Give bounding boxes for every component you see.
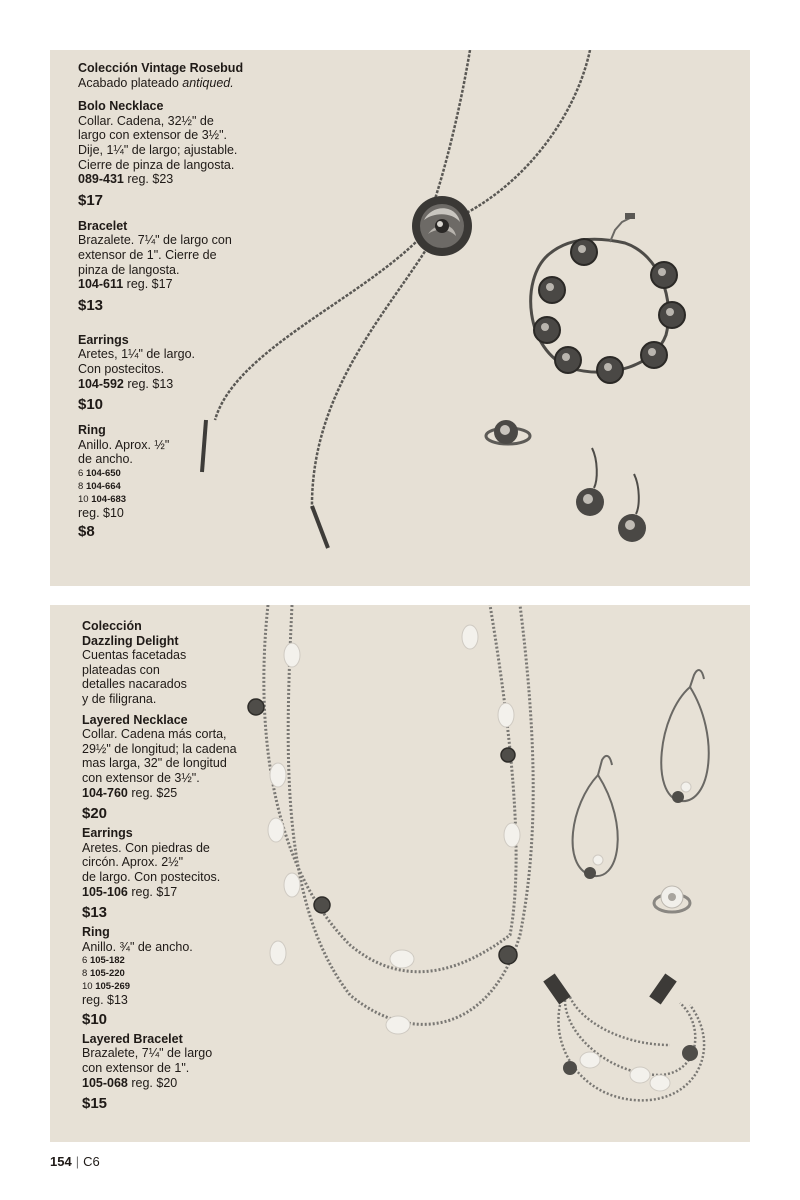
product-desc-line: Anillo. ¾" de ancho. [82, 939, 193, 954]
sale-price: $10 [78, 396, 104, 414]
regular-price: reg. $20 [131, 1075, 178, 1090]
regular-price: reg. $10 [78, 505, 124, 520]
ring-size-row: 8 105-220 [82, 968, 125, 980]
product-desc-line: circón. Aprox. 2½" [82, 855, 184, 870]
product-sku: 105-068 [82, 1075, 128, 1090]
ring-size-row: 10 105-269 [82, 981, 131, 993]
sale-price: $15 [82, 1095, 108, 1113]
product-name: Layered Bracelet [82, 1031, 183, 1046]
product-desc-line: Collar. Cadena más corta, [82, 727, 227, 742]
layered-bracelet [558, 997, 704, 1100]
hoop-earrings [573, 670, 709, 876]
product-name: Earrings [82, 826, 133, 841]
product-desc-line: de ancho. [78, 452, 133, 467]
ring-size-row: 8 104-664 [78, 480, 121, 492]
product-desc-line: Aretes, 1¼" de largo. [78, 347, 196, 362]
earrings-item [78, 333, 258, 414]
product-desc-line: con extensor de 1". [82, 1061, 190, 1076]
product-desc-line: Aretes. Con piedras de [82, 840, 210, 855]
rose-earrings [576, 448, 646, 542]
rose-ring [486, 420, 530, 444]
regular-price: reg. $25 [131, 785, 178, 800]
product-name: Earrings [78, 332, 129, 347]
page-number: 154 [50, 1154, 72, 1169]
collection-title: Colección Vintage Rosebud [78, 61, 244, 75]
collection-title: Dazzling Delight [82, 633, 179, 648]
product-desc-line: mas larga, 32" de longitud [82, 756, 227, 771]
product-desc-line: con extensor de 3½". [82, 770, 200, 785]
sale-price: $10 [82, 1010, 108, 1028]
collection-desc-line: y de filigrana. [82, 691, 157, 706]
product-desc-line: Brazalete. 7¼" de largo con [78, 233, 232, 248]
product-desc-line: largo con extensor de 3½". [78, 128, 227, 143]
layered-bracelet-item [82, 1032, 262, 1113]
sale-price: $13 [82, 904, 108, 922]
product-desc-line: pinza de langosta. [78, 262, 180, 277]
bracelet-item [78, 219, 258, 315]
section-code: C6 [83, 1154, 100, 1169]
ring-size-row: 6 104-650 [78, 467, 121, 479]
product-desc-line: 29½" de longitud; la cadena [82, 741, 237, 756]
ring-item [78, 423, 258, 541]
collection-desc-line: detalles nacarados [82, 677, 187, 692]
hoop-earrings-item [82, 826, 262, 922]
product-sku: 104-592 [78, 376, 124, 391]
bolo-necklace-item [78, 99, 258, 210]
dazzling-text [82, 619, 262, 1113]
product-desc-line: de largo. Con postecitos. [82, 869, 221, 884]
sale-price: $17 [78, 191, 104, 209]
folio-separator: | [75, 1154, 80, 1169]
product-sku: 104-760 [82, 785, 128, 800]
product-desc-line: Brazalete, 7¼" de largo [82, 1046, 213, 1061]
collection-desc-line: Cuentas facetadas [82, 648, 187, 663]
product-name: Ring [78, 423, 106, 438]
product-desc-line: Anillo. Aprox. ½" [78, 437, 170, 452]
product-desc-line: Collar. Cadena, 32½" de [78, 113, 214, 128]
collection-title: Colección [82, 619, 142, 633]
collection-subtitle-emphasis: antiqued. [182, 75, 234, 90]
rosebud-intro [78, 61, 258, 90]
page-folio [50, 1154, 100, 1169]
regular-price: reg. $17 [131, 884, 178, 899]
ring-size-row: 10 104-683 [78, 493, 127, 505]
flower-ring [654, 886, 690, 912]
collection-desc-line: plateadas con [82, 662, 160, 677]
product-desc-line: extensor de 1". Cierre de [78, 247, 217, 262]
product-name: Bolo Necklace [78, 99, 164, 114]
flower-ring-item [82, 925, 262, 1029]
rose-bracelet [531, 213, 685, 383]
product-name: Layered Necklace [82, 712, 188, 727]
dazzling-collection-panel [50, 605, 750, 1142]
regular-price: reg. $13 [127, 376, 174, 391]
sale-price: $20 [82, 805, 108, 823]
product-sku: 104-611 [78, 277, 124, 292]
product-name: Bracelet [78, 218, 128, 233]
regular-price: reg. $13 [82, 993, 128, 1008]
regular-price: reg. $23 [127, 172, 174, 187]
dazzling-intro [82, 619, 262, 707]
product-sku: 105-106 [82, 884, 128, 899]
product-desc-line: Dije, 1¼" de largo; ajustable. [78, 142, 238, 157]
regular-price: reg. $17 [126, 277, 173, 292]
ring-size-row: 6 105-182 [82, 955, 125, 967]
collection-subtitle: Acabado plateado [78, 75, 183, 90]
product-name: Ring [82, 925, 110, 940]
product-desc-line: Con postecitos. [78, 361, 165, 376]
product-desc-line: Cierre de pinza de langosta. [78, 157, 235, 172]
rosebud-text [78, 61, 258, 541]
sale-price: $13 [78, 296, 104, 314]
product-sku: 089-431 [78, 172, 124, 187]
layered-necklace-item [82, 713, 262, 824]
rosebud-collection-panel [50, 50, 750, 586]
sale-price: $8 [78, 523, 95, 541]
rose-pendant [412, 196, 472, 256]
